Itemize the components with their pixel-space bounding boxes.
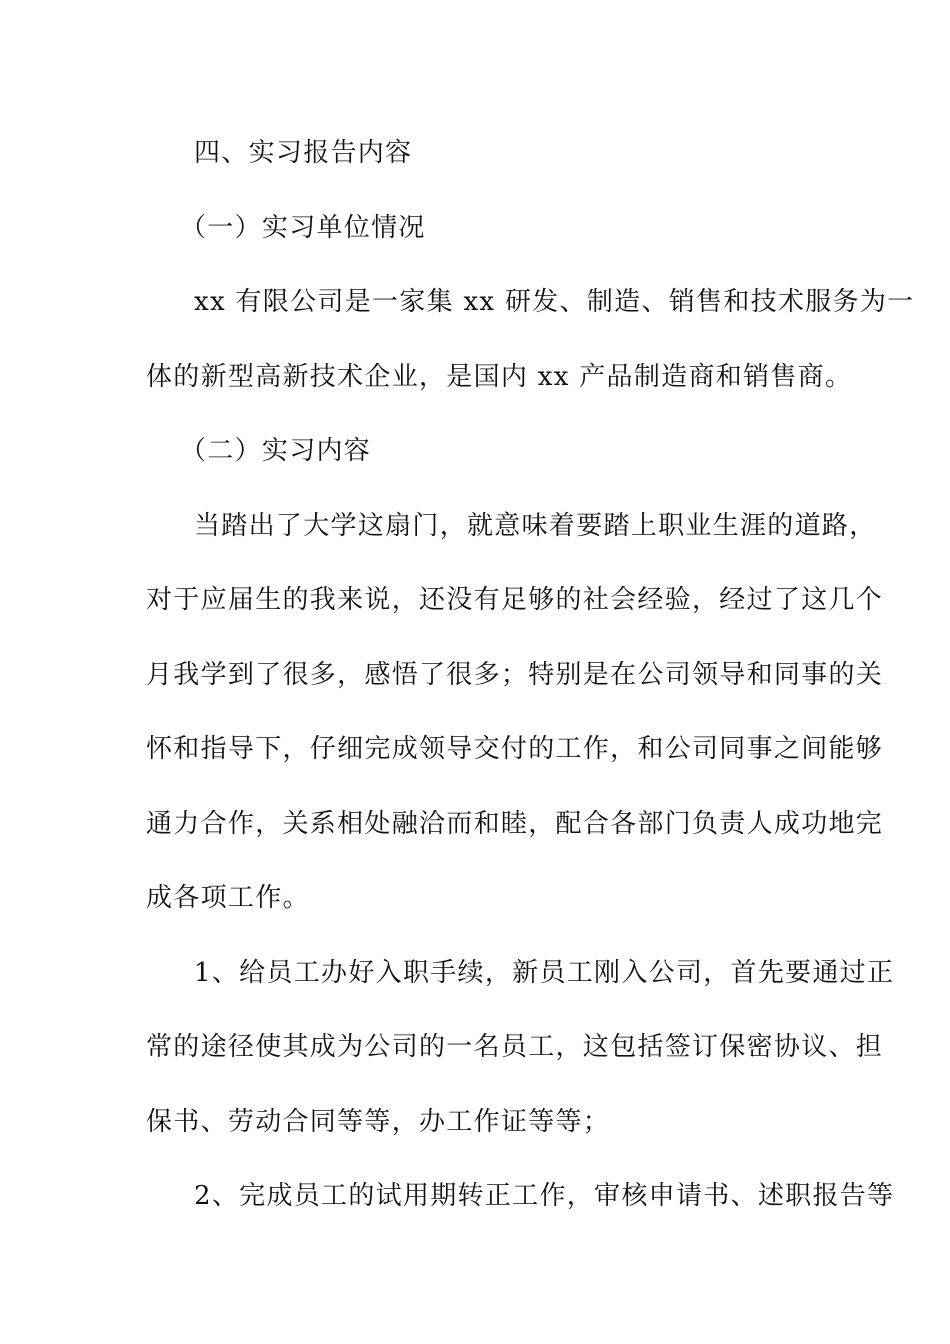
document-body	[146, 127, 915, 1245]
subsection-title-company: （一）实习单位情况	[180, 212, 426, 243]
list-item-line: 保书、劳动合同等等，办工作证等等；	[146, 1106, 611, 1137]
paragraph-line: 怀和指导下，仔细完成领导交付的工作，和公司同事之间能够	[146, 734, 884, 764]
paragraph-line: 月我学到了很多，感悟了很多；特别是在公司领导和同事的关	[146, 659, 884, 690]
section-heading: 四、实习报告内容	[194, 138, 413, 168]
paragraph-line: 成各项工作。	[146, 883, 310, 913]
list-item-line: 常的途径使其成为公司的一名员工，这包括签订保密协议、担	[146, 1032, 884, 1062]
paragraph-line: 体的新型高新技术企业，是国内 xx 产品制造商和销售商。	[146, 361, 853, 392]
list-item-line: 1、给员工办好入职手续，新员工刚入公司，首先要通过正	[194, 957, 895, 988]
list-item-line: 2、完成员工的试用期转正工作，审核申请书、述职报告等	[194, 1181, 895, 1211]
paragraph-line: 当踏出了大学这扇门，就意味着要踏上职业生涯的道路，	[194, 510, 877, 541]
subsection-title-content: （二）实习内容	[180, 436, 372, 466]
paragraph-line: xx 有限公司是一家集 xx 研发、制造、销售和技术服务为一	[194, 287, 915, 317]
paragraph-line: 通力合作，关系相处融洽而和睦，配合各部门负责人成功地完	[146, 808, 884, 839]
paragraph-line: 对于应届生的我来说，还没有足够的社会经验，经过了这几个	[146, 585, 884, 615]
